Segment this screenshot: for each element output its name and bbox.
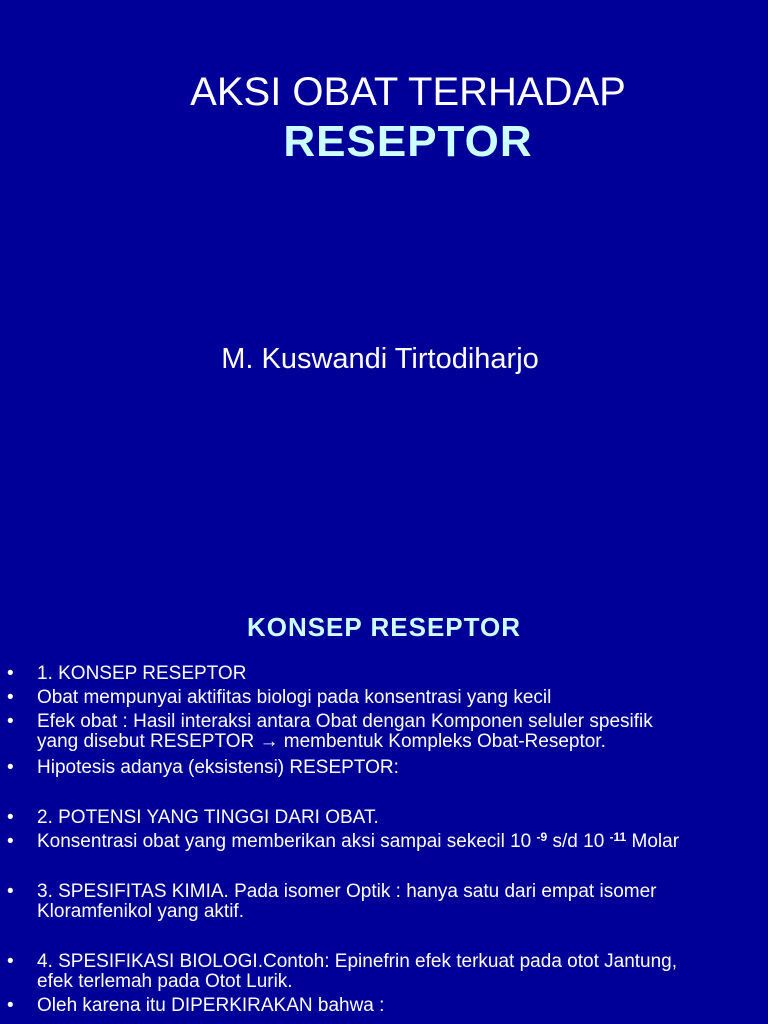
bullet-icon: • <box>7 807 14 828</box>
bullet-text: 4. SPESIFIKASI BIOLOGI.Contoh: Epinefrin efek terkuat pada otot Jantung, <box>37 951 678 972</box>
arrow-right-icon: → <box>259 731 279 752</box>
bullet-text: Efek obat : Hasil interaksi antara Obat dengan Komponen seluler spesifik <box>37 711 653 732</box>
bullet-list <box>0 664 768 1016</box>
bullet-item <box>0 758 768 778</box>
slide-heading: KONSEP RESEPTOR <box>246 612 522 642</box>
exponent: -9 <box>536 830 548 844</box>
bullet-item <box>0 712 768 752</box>
author-name: M. Kuswandi Tirtodiharjo <box>221 343 539 375</box>
bullet-icon: • <box>7 711 14 732</box>
bullet-icon: • <box>7 831 14 852</box>
bullet-text: 2. POTENSI YANG TINGGI DARI OBAT. <box>37 807 379 828</box>
bullet-text: Konsentrasi obat yang memberikan aksi sampai sekecil 10 <box>37 831 532 852</box>
bullet-text: s/d 10 <box>552 831 605 852</box>
bullet-icon: • <box>7 951 14 972</box>
bullet-icon: • <box>7 881 14 902</box>
bullet-item <box>0 808 768 828</box>
bullet-text: Kloramfenikol yang aktif. <box>37 901 244 922</box>
bullet-icon: • <box>7 687 14 708</box>
bullet-text: Molar <box>631 831 680 852</box>
bullet-text: 1. KONSEP RESEPTOR <box>37 663 247 684</box>
bullet-text: membentuk Kompleks Obat-Reseptor. <box>283 731 606 752</box>
bullet-text: Obat mempunyai aktifitas biologi pada konsentrasi yang kecil <box>37 687 552 708</box>
bullet-text: yang disebut RESEPTOR <box>37 731 255 752</box>
bullet-item <box>0 952 768 992</box>
bullet-item <box>0 832 768 852</box>
bullet-item <box>0 882 768 922</box>
bullet-item <box>0 688 768 708</box>
exponent: -11 <box>609 830 627 844</box>
bullet-text: Oleh karena itu DIPERKIRAKAN bahwa : <box>37 995 385 1016</box>
bullet-icon: • <box>7 995 14 1016</box>
bullet-icon: • <box>7 663 14 684</box>
slide-title-line2: RESEPTOR <box>283 117 533 166</box>
bullet-icon: • <box>7 757 14 778</box>
bullet-text: efek terlemah pada Otot Lurik. <box>37 971 293 992</box>
bullet-item <box>0 996 768 1016</box>
content-slide <box>0 576 768 1024</box>
bullet-item <box>0 664 768 684</box>
slide-title-line1: AKSI OBAT TERHADAP <box>190 70 626 114</box>
bullet-text: Hipotesis adanya (eksistensi) RESEPTOR: <box>37 757 399 778</box>
bullet-text: 3. SPESIFITAS KIMIA. Pada isomer Optik : hanya satu dari empat isomer <box>37 881 657 902</box>
